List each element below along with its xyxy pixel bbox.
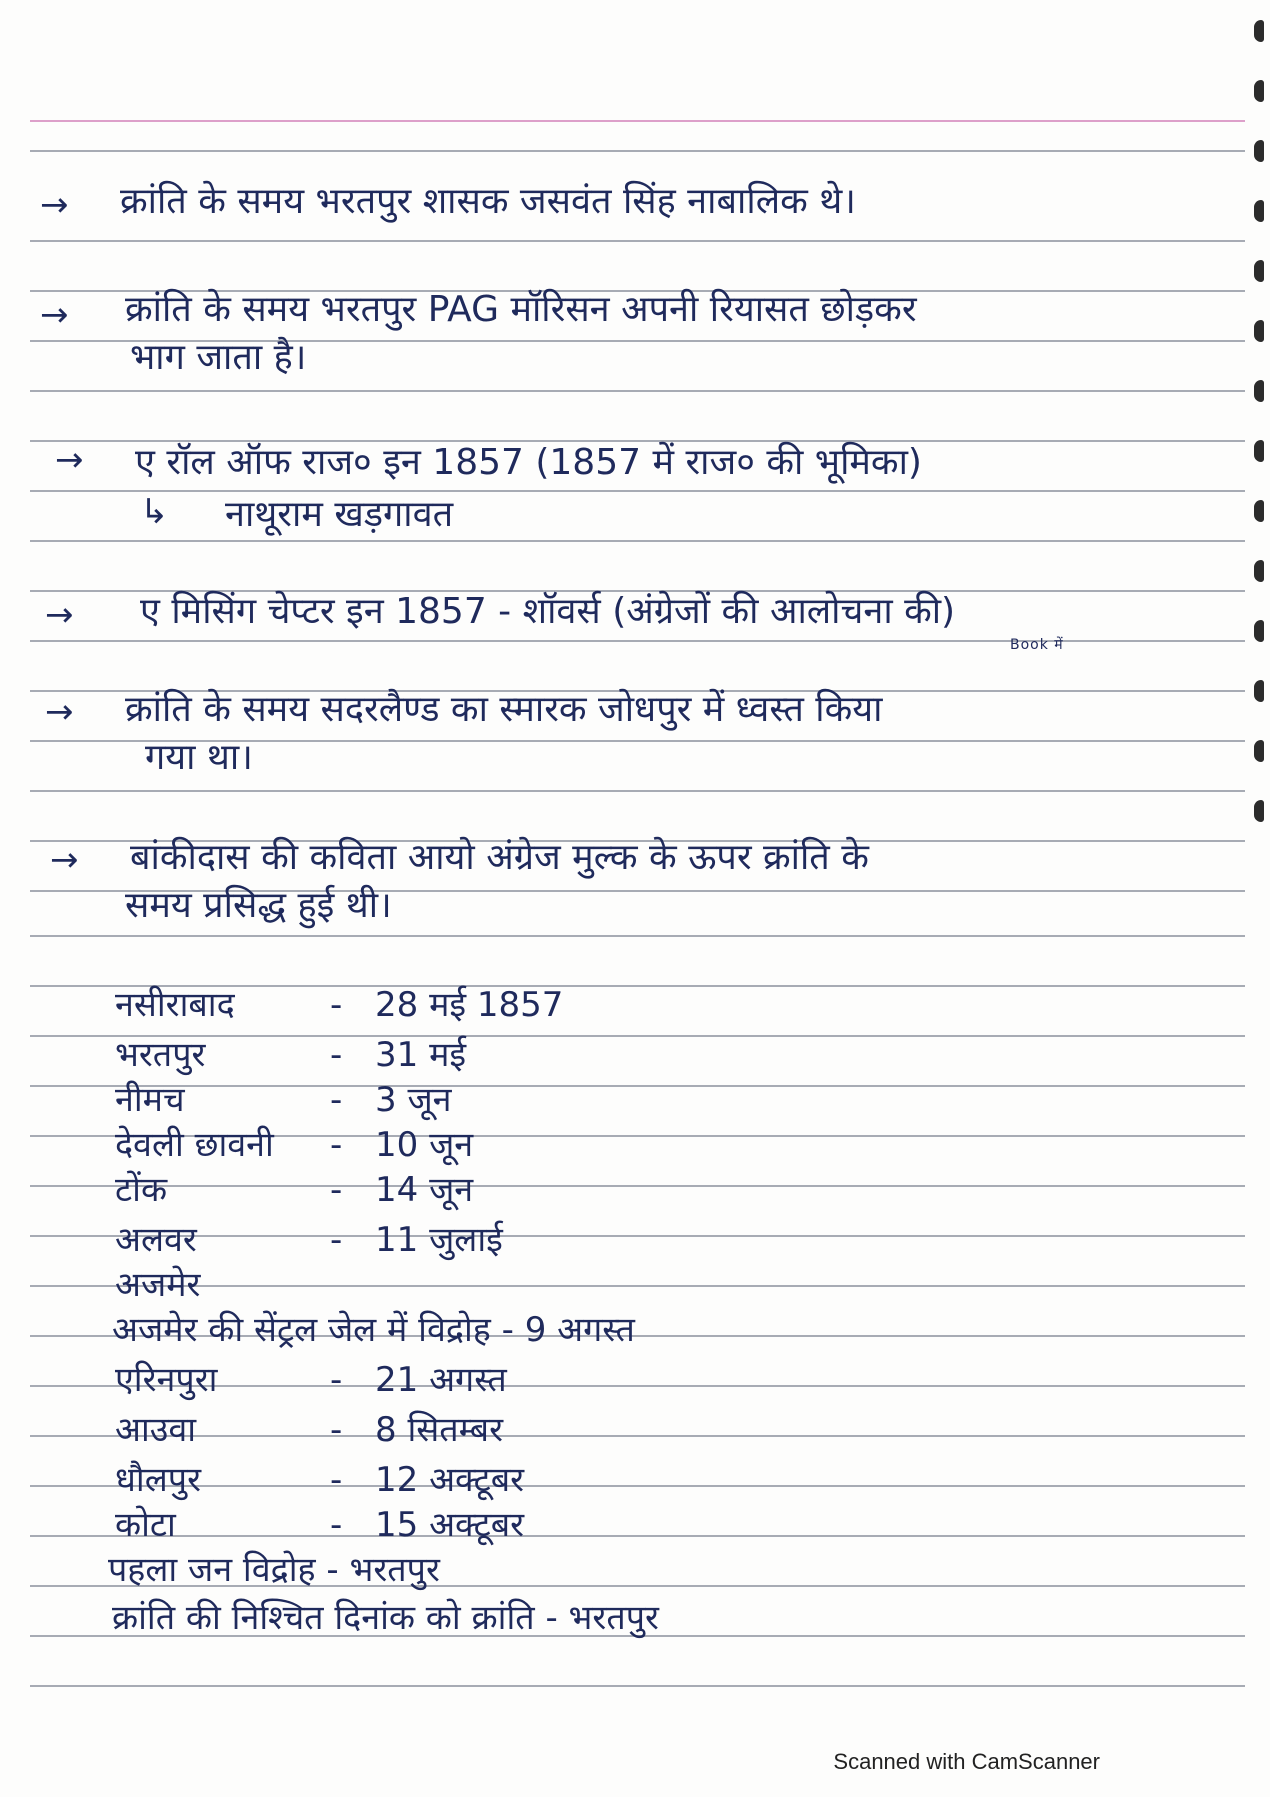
sub-arrow-icon: ↳ [140, 492, 169, 532]
ruled-line [30, 1235, 1245, 1237]
date-dash: - [330, 1170, 343, 1210]
date-place: नीमच [115, 1080, 185, 1120]
spiral-hole-icon [1254, 680, 1264, 702]
date-dash: - [330, 1125, 343, 1165]
note-line-3b: नाथूराम खड़गावत [225, 494, 454, 535]
spiral-hole-icon [1254, 260, 1264, 282]
date-value: 8 सितम्बर [375, 1410, 503, 1450]
date-place: भरतपुर [115, 1035, 206, 1075]
first-revolt-line: पहला जन विद्रोह - भरतपुर [108, 1550, 440, 1590]
ruled-line [30, 1085, 1245, 1087]
date-value: 3 जून [375, 1080, 452, 1120]
date-dash: - [330, 1220, 343, 1260]
arrow-icon: → [40, 185, 69, 225]
arrow-icon: → [55, 440, 84, 480]
date-value: 28 मई 1857 [375, 985, 564, 1025]
ruled-line-pink [30, 120, 1245, 122]
date-dash: - [330, 1035, 343, 1075]
ruled-line [30, 240, 1245, 242]
date-value: 11 जुलाई [375, 1220, 503, 1260]
spiral-hole-icon [1254, 80, 1264, 102]
arrow-icon: → [40, 295, 69, 335]
spiral-hole-icon [1254, 380, 1264, 402]
date-place: धौलपुर [115, 1460, 201, 1500]
ruled-line [30, 1185, 1245, 1187]
date-dash: - [330, 1360, 343, 1400]
spiral-hole-icon [1254, 320, 1264, 342]
note-line-6b: समय प्रसिद्ध हुई थी। [125, 885, 392, 926]
note-line-1: क्रांति के समय भरतपुर शासक जसवंत सिंह नाबालिक थे। [120, 181, 856, 222]
spiral-hole-icon [1254, 20, 1264, 42]
note-line-6a: बांकीदास की कविता आयो अंग्रेज मुल्क के ऊपर क्रांति के [130, 837, 869, 878]
date-place: आउवा [115, 1410, 197, 1450]
note-line-4: ए मिसिंग चेप्टर इन 1857 - शॉवर्स (अंग्रेजों की आलोचना की) [140, 591, 956, 632]
date-dash: - [330, 1410, 343, 1450]
ruled-line [30, 1535, 1245, 1537]
date-value: 15 अक्टूबर [375, 1505, 525, 1545]
note-line-2b: भाग जाता है। [130, 337, 307, 378]
ruled-line [30, 1035, 1245, 1037]
date-value: 10 जून [375, 1125, 474, 1165]
spiral-hole-icon [1254, 800, 1264, 822]
spiral-hole-icon [1254, 620, 1264, 642]
ruled-line [30, 790, 1245, 792]
date-place: कोटा [115, 1505, 176, 1545]
ruled-line [30, 1285, 1245, 1287]
date-place: एरिनपुरा [115, 1360, 218, 1400]
spiral-hole-icon [1254, 140, 1264, 162]
date-value: 12 अक्टूबर [375, 1460, 525, 1500]
date-value: 21 अगस्त [375, 1360, 507, 1400]
ruled-line [30, 935, 1245, 937]
spiral-holes [1250, 20, 1264, 1580]
date-dash: - [330, 1080, 343, 1120]
spiral-hole-icon [1254, 740, 1264, 762]
scanner-watermark: Scanned with CamScanner [833, 1749, 1100, 1774]
book-note: Book में [1010, 637, 1064, 653]
spiral-hole-icon [1254, 560, 1264, 582]
date-value: 14 जून [375, 1170, 474, 1210]
arrow-icon: → [45, 692, 74, 732]
spiral-hole-icon [1254, 500, 1264, 522]
ruled-line [30, 1685, 1245, 1687]
ruled-line [30, 150, 1245, 152]
date-value: 31 मई [375, 1035, 467, 1075]
note-line-2a: क्रांति के समय भरतपुर PAG मॉरिसन अपनी रियासत छोड़कर [125, 289, 917, 330]
date-place: टोंक [115, 1170, 168, 1210]
note-line-3a: ए रॉल ऑफ राज० इन 1857 (1857 में राज० की भूमिका) [135, 442, 922, 483]
note-line-5a: क्रांति के समय सदरलैण्ड का स्मारक जोधपुर में ध्वस्त किया [125, 689, 883, 730]
ruled-line [30, 490, 1245, 492]
date-place: अजमेर [115, 1265, 201, 1305]
fixed-date-line: क्रांति की निश्चित दिनांक को क्रांति - भरतपुर [112, 1598, 659, 1638]
note-line-5b: गया था। [145, 737, 253, 778]
ruled-line [30, 390, 1245, 392]
ruled-line [30, 1435, 1245, 1437]
date-dash: - [330, 1460, 343, 1500]
date-place: नसीराबाद [115, 985, 235, 1025]
date-dash: - [330, 985, 343, 1025]
date-dash: - [330, 1505, 343, 1545]
spiral-hole-icon [1254, 440, 1264, 462]
spiral-hole-icon [1254, 200, 1264, 222]
arrow-icon: → [45, 595, 74, 635]
ajmer-jail-line: अजमेर की सेंट्रल जेल में विद्रोह - 9 अगस्त [112, 1310, 635, 1350]
date-place: अलवर [115, 1220, 197, 1260]
ruled-line [30, 1485, 1245, 1487]
ruled-line [30, 540, 1245, 542]
arrow-icon: → [50, 840, 79, 880]
date-place: देवली छावनी [115, 1125, 274, 1165]
